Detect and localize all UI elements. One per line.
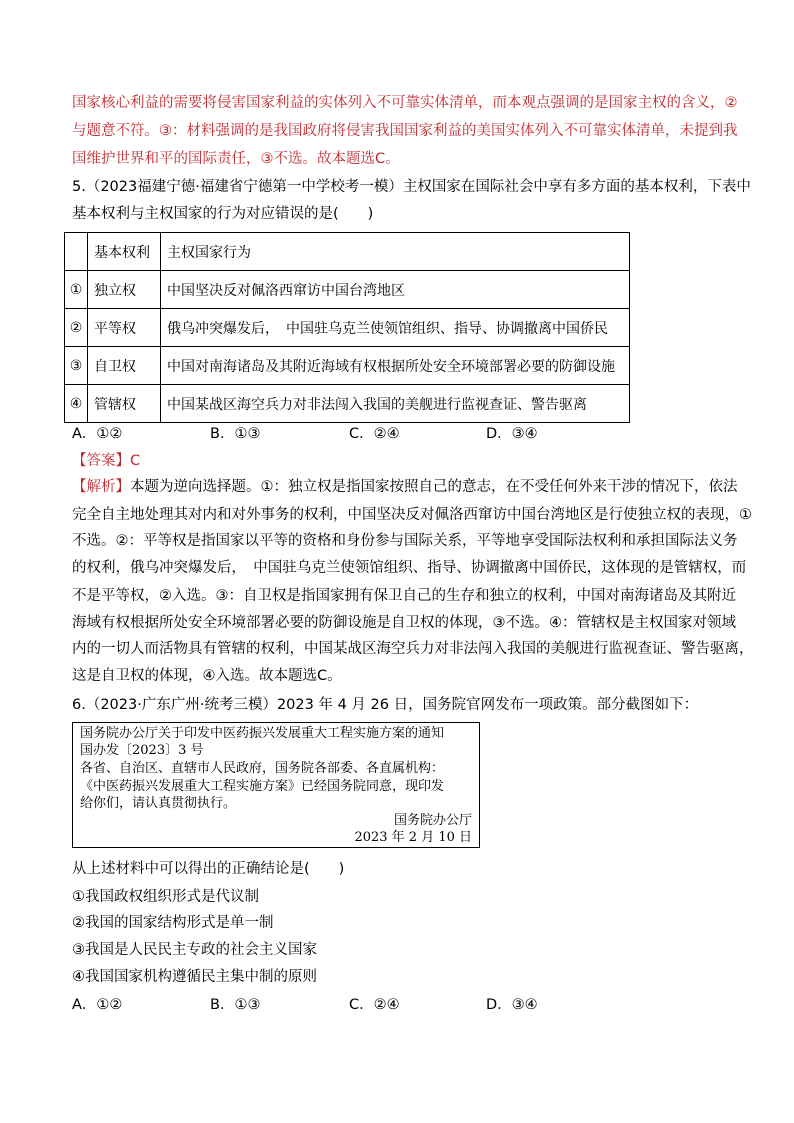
table-cell-action: 中国某战区海空兵力对非法闯入我国的美舰进行监视查证、警告驱离 <box>161 385 630 423</box>
statement-item: ④我国国家机构遵循民主集中制的原则 <box>72 969 317 985</box>
analysis-text: 本题为逆向选择题。①：独立权是指国家按照自己的意志，在不受任何外来干涉的情况下，依法 <box>130 479 738 495</box>
rights-table <box>64 232 630 423</box>
option-c: C．②④ <box>349 426 400 442</box>
table-cell-action: 中国坚决反对佩洛西窜访中国台湾地区 <box>161 271 630 309</box>
doc-body: 给你们，请认真贯彻执行。 <box>80 796 237 811</box>
answer-value: C <box>130 453 141 469</box>
statement-item: ②我国的国家结构形式是单一制 <box>72 915 274 931</box>
table-header-cell <box>65 233 88 271</box>
question-6-prompt: 从上述材料中可以得出的正确结论是( ) <box>72 861 345 877</box>
table-header-cell: 主权国家行为 <box>161 233 630 271</box>
doc-recipients: 各省、自治区、直辖市人民政府，国务院各部委、各直属机构： <box>80 761 445 776</box>
analysis-line: 内的一切人而活物具有管辖的权利，中国某战区海空兵力对非法闯入我国的美舰进行监视查证、警告驱离， <box>72 641 754 657</box>
analysis-line: 完全自主地处理其对内和对外事务的权利，中国坚决反对佩洛西窜访中国台湾地区是行使独立权的表现，① <box>72 507 752 523</box>
table-cell-index: ④ <box>65 385 88 423</box>
question-5-stem: 5.（2023福建宁德·福建省宁德第一中学校考一模）主权国家在国际社会中享有多方面的基本权利，下表中 <box>72 179 751 195</box>
table-cell-right: 独立权 <box>88 271 161 309</box>
doc-body: 《中医药振兴发展重大工程实施方案》已经国务院同意，现印发 <box>80 779 445 794</box>
analysis-line <box>72 478 738 496</box>
answer-line <box>72 452 140 470</box>
analysis-line: 不选。②：平等权是指国家以平等的资格和身份参与国际关系，平等地享受国际法权利和承担国际法义务 <box>72 533 738 549</box>
analysis-line: 不是平等权，②入选。③：自卫权是指国家拥有保卫自己的生存和独立的权利，中国对南海诸岛及其附近 <box>72 588 736 604</box>
statement-item: ①我国政权组织形式是代议制 <box>72 889 259 905</box>
question-6-stem: 6.（2023·广东广州·统考三模）2023 年 4 月 26 日，国务院官网发布一项政策。部分截图如下： <box>72 697 699 713</box>
paragraph-line: 与题意不符。③：材料强调的是我国政府将侵害我国国家利益的美国实体列入不可靠实体清单，未提到我 <box>72 123 738 139</box>
option-d: D．③④ <box>486 426 538 442</box>
table-row <box>65 271 630 309</box>
doc-number: 国办发〔2023〕3 号 <box>80 743 204 758</box>
table-row <box>65 385 630 423</box>
doc-date: 2023 年 2 月 10 日 <box>354 830 472 845</box>
table-cell-action: 中国对南海诸岛及其附近海域有权根据所处安全环境部署必要的防御设施 <box>161 347 630 385</box>
table-header-row <box>65 233 630 271</box>
answer-label: 【答案】 <box>72 453 130 469</box>
option-d: D．③④ <box>486 997 538 1013</box>
option-c: C．②④ <box>349 997 400 1013</box>
table-cell-index: ① <box>65 271 88 309</box>
analysis-line: 海域有权根据所处安全环境部署必要的防御设施是自卫权的体现，③不选。④：管辖权是主权国家对领域 <box>72 615 736 631</box>
table-cell-right: 平等权 <box>88 309 161 347</box>
option-a: A．①② <box>72 997 123 1013</box>
analysis-line: 的权利，俄乌冲突爆发后， 中国驻乌克兰使领馆组织、指导、协调撤离中国侨民，这体现的是管辖权，而 <box>72 560 747 576</box>
table-cell-index: ③ <box>65 347 88 385</box>
doc-title: 国务院办公厅关于印发中医药振兴发展重大工程实施方案的通知 <box>80 726 445 741</box>
table-row <box>65 347 630 385</box>
analysis-line: 这是自卫权的体现，④入选。故本题选C。 <box>72 668 342 684</box>
policy-document-excerpt <box>72 722 480 848</box>
analysis-label: 【解析】 <box>72 479 130 495</box>
table-cell-right: 管辖权 <box>88 385 161 423</box>
table-cell-action: 俄乌冲突爆发后， 中国驻乌克兰使领馆组织、指导、协调撤离中国侨民 <box>161 309 630 347</box>
doc-signer: 国务院办公厅 <box>393 813 472 828</box>
table-cell-right: 自卫权 <box>88 347 161 385</box>
table-header-cell: 基本权利 <box>88 233 161 271</box>
table-row <box>65 309 630 347</box>
question-5-stem: 基本权利与主权国家的行为对应错误的是( ) <box>72 206 374 222</box>
statement-item: ③我国是人民民主专政的社会主义国家 <box>72 942 317 958</box>
table-cell-index: ② <box>65 309 88 347</box>
paragraph-line: 国维护世界和平的国际责任，③不选。故本题选C。 <box>72 151 400 167</box>
paragraph-line: 国家核心利益的需要将侵害国家利益的实体列入不可靠实体清单，而本观点强调的是国家主权的含义，② <box>72 95 738 111</box>
option-b: B．①③ <box>210 997 261 1013</box>
option-b: B．①③ <box>210 426 261 442</box>
option-a: A．①② <box>72 426 123 442</box>
